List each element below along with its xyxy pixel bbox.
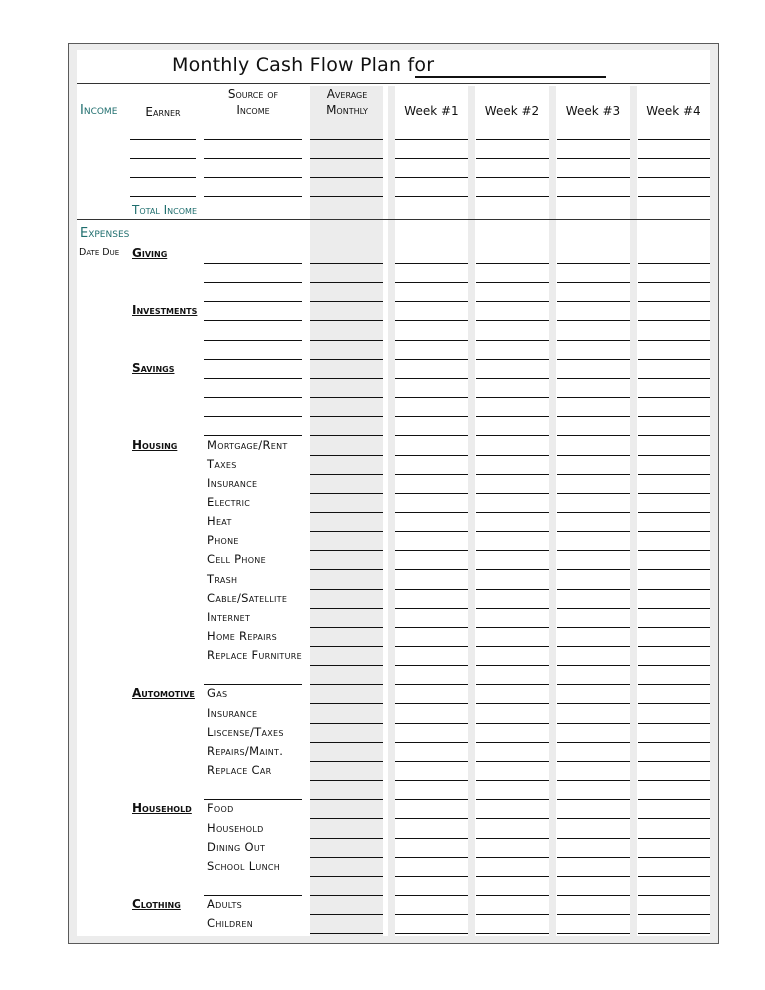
week-line[interactable] <box>395 531 468 532</box>
average-line[interactable] <box>310 282 383 283</box>
week-line[interactable] <box>395 435 468 436</box>
expense-item: Adults <box>207 897 243 911</box>
week-line[interactable] <box>476 359 549 360</box>
week-line[interactable] <box>395 589 468 590</box>
week-line[interactable] <box>557 684 630 685</box>
week-line[interactable] <box>557 780 630 781</box>
week-line[interactable] <box>476 196 549 197</box>
average-line[interactable] <box>310 359 383 360</box>
week-line[interactable] <box>638 857 710 858</box>
name-blank-line[interactable] <box>415 76 606 78</box>
week-line[interactable] <box>638 761 710 762</box>
week-line[interactable] <box>395 646 468 647</box>
week-line[interactable] <box>476 818 549 819</box>
week-line[interactable] <box>476 474 549 475</box>
week-line[interactable] <box>557 857 630 858</box>
week-line[interactable] <box>638 416 710 417</box>
week-line[interactable] <box>638 474 710 475</box>
average-line[interactable] <box>310 608 383 609</box>
week-line[interactable] <box>476 177 549 178</box>
week-line[interactable] <box>476 761 549 762</box>
week-line[interactable] <box>638 359 710 360</box>
column-gap-3 <box>549 86 556 936</box>
week-line[interactable] <box>476 608 549 609</box>
expense-item: Cell Phone <box>207 552 266 566</box>
average-line[interactable] <box>310 301 383 302</box>
source-line[interactable] <box>204 196 302 197</box>
expense-item: Electric <box>207 495 251 509</box>
category-clothing: Clothing <box>132 897 181 911</box>
week-line[interactable] <box>638 838 710 839</box>
week-line[interactable] <box>557 818 630 819</box>
week-line[interactable] <box>557 158 630 159</box>
week-line[interactable] <box>476 435 549 436</box>
average-line[interactable] <box>310 818 383 819</box>
week-line[interactable] <box>638 282 710 283</box>
expense-item: Repairs/Maint. <box>207 744 284 758</box>
average-line[interactable] <box>310 684 383 685</box>
week-line[interactable] <box>557 378 630 379</box>
average-line[interactable] <box>310 139 383 140</box>
average-line[interactable] <box>310 589 383 590</box>
expense-item: Insurance <box>207 706 258 720</box>
week-line[interactable] <box>638 263 710 264</box>
expense-item: Replace Furniture <box>207 648 302 662</box>
average-line[interactable] <box>310 435 383 436</box>
week-line[interactable] <box>476 282 549 283</box>
average-line[interactable] <box>310 493 383 494</box>
week-line[interactable] <box>638 876 710 877</box>
week-line[interactable] <box>638 723 710 724</box>
expense-item: Phone <box>207 533 239 547</box>
date-due-label: Date Due <box>79 247 120 258</box>
week-line[interactable] <box>476 158 549 159</box>
average-line[interactable] <box>310 569 383 570</box>
average-line[interactable] <box>310 320 383 321</box>
week-line[interactable] <box>395 139 468 140</box>
week-line[interactable] <box>638 550 710 551</box>
average-line[interactable] <box>310 474 383 475</box>
week-line[interactable] <box>557 416 630 417</box>
week-line[interactable] <box>476 627 549 628</box>
week-line[interactable] <box>476 665 549 666</box>
week-line[interactable] <box>476 301 549 302</box>
week-line[interactable] <box>638 196 710 197</box>
average-column-shade <box>310 86 383 936</box>
average-line[interactable] <box>310 531 383 532</box>
income-section-label: Income <box>80 103 118 118</box>
week2-header: Week #2 <box>484 104 540 118</box>
average-line[interactable] <box>310 742 383 743</box>
earner-line[interactable] <box>130 196 196 197</box>
week-line[interactable] <box>395 818 468 819</box>
week-line[interactable] <box>476 378 549 379</box>
week1-header: Week #1 <box>404 104 459 118</box>
week-line[interactable] <box>395 780 468 781</box>
week-line[interactable] <box>395 512 468 513</box>
week-line[interactable] <box>557 263 630 264</box>
earner-header: Earner <box>145 105 181 119</box>
week-line[interactable] <box>395 263 468 264</box>
week-line[interactable] <box>476 723 549 724</box>
week-line[interactable] <box>395 742 468 743</box>
column-gap-1 <box>388 86 395 936</box>
page-title: Monthly Cash Flow Plan for <box>172 54 435 76</box>
week-line[interactable] <box>395 397 468 398</box>
week-line[interactable] <box>395 416 468 417</box>
average-line[interactable] <box>310 723 383 724</box>
week-line[interactable] <box>638 158 710 159</box>
week-line[interactable] <box>557 761 630 762</box>
week-line[interactable] <box>476 876 549 877</box>
item-line[interactable] <box>204 416 302 417</box>
week-line[interactable] <box>395 914 468 915</box>
week-line[interactable] <box>638 627 710 628</box>
week-line[interactable] <box>395 799 468 800</box>
week-line[interactable] <box>395 876 468 877</box>
week-line[interactable] <box>476 263 549 264</box>
earner-line[interactable] <box>130 177 196 178</box>
week-line[interactable] <box>557 177 630 178</box>
week-line[interactable] <box>476 684 549 685</box>
week-line[interactable] <box>638 780 710 781</box>
expense-item: Food <box>207 801 234 815</box>
total-income-label: Total Income <box>132 203 197 217</box>
week-line[interactable] <box>395 359 468 360</box>
average-line[interactable] <box>310 397 383 398</box>
category-investments: Investments <box>132 303 198 317</box>
week-line[interactable] <box>638 493 710 494</box>
average-line[interactable] <box>310 799 383 800</box>
week-line[interactable] <box>395 895 468 896</box>
expense-item: Home Repairs <box>207 629 277 643</box>
column-gap-2 <box>468 86 475 936</box>
expense-item: Trash <box>207 572 238 586</box>
average-line[interactable] <box>310 914 383 915</box>
week-line[interactable] <box>476 914 549 915</box>
week-line[interactable] <box>557 799 630 800</box>
week-line[interactable] <box>638 742 710 743</box>
average-line[interactable] <box>310 838 383 839</box>
expense-item: Internet <box>207 610 251 624</box>
item-line[interactable] <box>204 359 302 360</box>
average-line[interactable] <box>310 761 383 762</box>
week-line[interactable] <box>395 684 468 685</box>
expense-item: Insurance <box>207 476 258 490</box>
week-line[interactable] <box>557 627 630 628</box>
week-line[interactable] <box>476 531 549 532</box>
week-line[interactable] <box>557 646 630 647</box>
expense-item: Dining Out <box>207 840 266 854</box>
average-line[interactable] <box>310 895 383 896</box>
week-line[interactable] <box>476 838 549 839</box>
source-line[interactable] <box>204 177 302 178</box>
week-line[interactable] <box>557 139 630 140</box>
week-line[interactable] <box>557 320 630 321</box>
average-line[interactable] <box>310 512 383 513</box>
week-line[interactable] <box>395 320 468 321</box>
week-line[interactable] <box>557 876 630 877</box>
earner-line[interactable] <box>130 158 196 159</box>
average-line[interactable] <box>310 378 383 379</box>
average-line[interactable] <box>310 665 383 666</box>
week-line[interactable] <box>638 512 710 513</box>
week-line[interactable] <box>638 139 710 140</box>
expense-item: Mortgage/Rent <box>207 438 288 452</box>
week-line[interactable] <box>638 378 710 379</box>
expense-item: School Lunch <box>207 859 281 873</box>
week-line[interactable] <box>557 340 630 341</box>
item-line[interactable] <box>204 282 302 283</box>
category-household: Household <box>132 801 192 815</box>
week-line[interactable] <box>638 818 710 819</box>
week-line[interactable] <box>395 838 468 839</box>
week-line[interactable] <box>557 282 630 283</box>
week-line[interactable] <box>395 608 468 609</box>
week-line[interactable] <box>557 397 630 398</box>
week3-header: Week #3 <box>565 104 621 118</box>
week-line[interactable] <box>395 340 468 341</box>
week4-header: Week #4 <box>646 104 701 118</box>
header-divider <box>77 83 710 84</box>
week-line[interactable] <box>395 857 468 858</box>
source-line[interactable] <box>204 139 302 140</box>
week-line[interactable] <box>395 627 468 628</box>
column-gap-4 <box>630 86 637 936</box>
expense-item: Household <box>207 821 264 835</box>
item-line[interactable] <box>204 320 302 321</box>
item-line[interactable] <box>204 301 302 302</box>
week-line[interactable] <box>395 301 468 302</box>
week-line[interactable] <box>638 684 710 685</box>
week-line[interactable] <box>395 761 468 762</box>
expense-item: Replace Car <box>207 763 272 777</box>
week-line[interactable] <box>557 589 630 590</box>
week-line[interactable] <box>476 646 549 647</box>
average-header: Average Monthly <box>326 87 368 117</box>
week-line[interactable] <box>557 550 630 551</box>
expense-item: Children <box>207 916 254 930</box>
week-line[interactable] <box>557 531 630 532</box>
week-line[interactable] <box>476 780 549 781</box>
week-line[interactable] <box>476 397 549 398</box>
week-line[interactable] <box>638 340 710 341</box>
item-line[interactable] <box>204 263 302 264</box>
week-line[interactable] <box>476 703 549 704</box>
week-line[interactable] <box>638 569 710 570</box>
earner-line[interactable] <box>130 139 196 140</box>
expense-item: Liscense/Taxes <box>207 725 284 739</box>
week-line[interactable] <box>395 723 468 724</box>
week-line[interactable] <box>638 397 710 398</box>
expense-item: Gas <box>207 686 228 700</box>
week-line[interactable] <box>476 550 549 551</box>
income-divider <box>77 219 710 220</box>
week-line[interactable] <box>395 474 468 475</box>
week-line[interactable] <box>395 665 468 666</box>
week-line[interactable] <box>638 177 710 178</box>
week-line[interactable] <box>476 455 549 456</box>
category-giving: Giving <box>132 246 168 260</box>
week-line[interactable] <box>557 742 630 743</box>
week-line[interactable] <box>557 838 630 839</box>
item-line[interactable] <box>204 895 302 896</box>
week-line[interactable] <box>557 895 630 896</box>
week-line[interactable] <box>557 608 630 609</box>
average-line[interactable] <box>310 340 383 341</box>
average-line[interactable] <box>310 703 383 704</box>
week-line[interactable] <box>557 435 630 436</box>
week-line[interactable] <box>557 914 630 915</box>
week-line[interactable] <box>638 703 710 704</box>
week-line[interactable] <box>395 493 468 494</box>
week-line[interactable] <box>638 301 710 302</box>
week-line[interactable] <box>395 550 468 551</box>
item-line[interactable] <box>204 684 302 685</box>
week-line[interactable] <box>638 589 710 590</box>
week-line[interactable] <box>638 435 710 436</box>
average-line[interactable] <box>310 416 383 417</box>
item-line[interactable] <box>204 397 302 398</box>
week-line[interactable] <box>557 665 630 666</box>
week-line[interactable] <box>557 569 630 570</box>
week-line[interactable] <box>476 895 549 896</box>
week-line[interactable] <box>476 512 549 513</box>
week-line[interactable] <box>557 301 630 302</box>
week-line[interactable] <box>557 723 630 724</box>
average-line[interactable] <box>310 196 383 197</box>
category-housing: Housing <box>132 438 178 452</box>
week-line[interactable] <box>395 455 468 456</box>
week-line[interactable] <box>557 196 630 197</box>
week-line[interactable] <box>395 703 468 704</box>
week-line[interactable] <box>476 320 549 321</box>
expense-item: Cable/Satellite <box>207 591 288 605</box>
average-line[interactable] <box>310 158 383 159</box>
item-line[interactable] <box>204 378 302 379</box>
expenses-section-label: Expenses <box>80 226 130 241</box>
average-line[interactable] <box>310 550 383 551</box>
week-line[interactable] <box>557 474 630 475</box>
average-line[interactable] <box>310 646 383 647</box>
week-line[interactable] <box>476 139 549 140</box>
expense-item: Taxes <box>207 457 237 471</box>
week-line[interactable] <box>395 282 468 283</box>
week-line[interactable] <box>476 857 549 858</box>
week-line[interactable] <box>476 416 549 417</box>
week-line[interactable] <box>638 320 710 321</box>
week-line[interactable] <box>638 608 710 609</box>
week-line[interactable] <box>638 646 710 647</box>
average-line[interactable] <box>310 263 383 264</box>
week-line[interactable] <box>395 196 468 197</box>
week-line[interactable] <box>476 799 549 800</box>
category-automotive: Automotive <box>132 686 195 700</box>
source-line[interactable] <box>204 158 302 159</box>
week-line[interactable] <box>476 493 549 494</box>
average-line[interactable] <box>310 876 383 877</box>
week-line[interactable] <box>395 378 468 379</box>
average-line[interactable] <box>310 177 383 178</box>
average-line[interactable] <box>310 933 383 934</box>
expense-item: Heat <box>207 514 232 528</box>
average-line[interactable] <box>310 455 383 456</box>
source-header: Source of Income <box>227 87 279 117</box>
week-line[interactable] <box>395 933 468 934</box>
average-line[interactable] <box>310 780 383 781</box>
week-line[interactable] <box>638 799 710 800</box>
average-line[interactable] <box>310 627 383 628</box>
week-line[interactable] <box>557 493 630 494</box>
week-line[interactable] <box>638 531 710 532</box>
week-line[interactable] <box>476 933 549 934</box>
average-line[interactable] <box>310 857 383 858</box>
week-line[interactable] <box>638 665 710 666</box>
week-line[interactable] <box>557 359 630 360</box>
week-line[interactable] <box>476 742 549 743</box>
week-line[interactable] <box>557 703 630 704</box>
week-line[interactable] <box>395 158 468 159</box>
item-line[interactable] <box>204 340 302 341</box>
week-line[interactable] <box>557 455 630 456</box>
week-line[interactable] <box>395 177 468 178</box>
week-line[interactable] <box>395 569 468 570</box>
week-line[interactable] <box>476 340 549 341</box>
week-line[interactable] <box>557 933 630 934</box>
week-line[interactable] <box>638 914 710 915</box>
week-line[interactable] <box>476 569 549 570</box>
item-line[interactable] <box>204 435 302 436</box>
week-line[interactable] <box>476 589 549 590</box>
week-line[interactable] <box>557 512 630 513</box>
week-line[interactable] <box>638 933 710 934</box>
item-line[interactable] <box>204 799 302 800</box>
category-savings: Savings <box>132 361 175 375</box>
week-line[interactable] <box>638 455 710 456</box>
week-line[interactable] <box>638 895 710 896</box>
